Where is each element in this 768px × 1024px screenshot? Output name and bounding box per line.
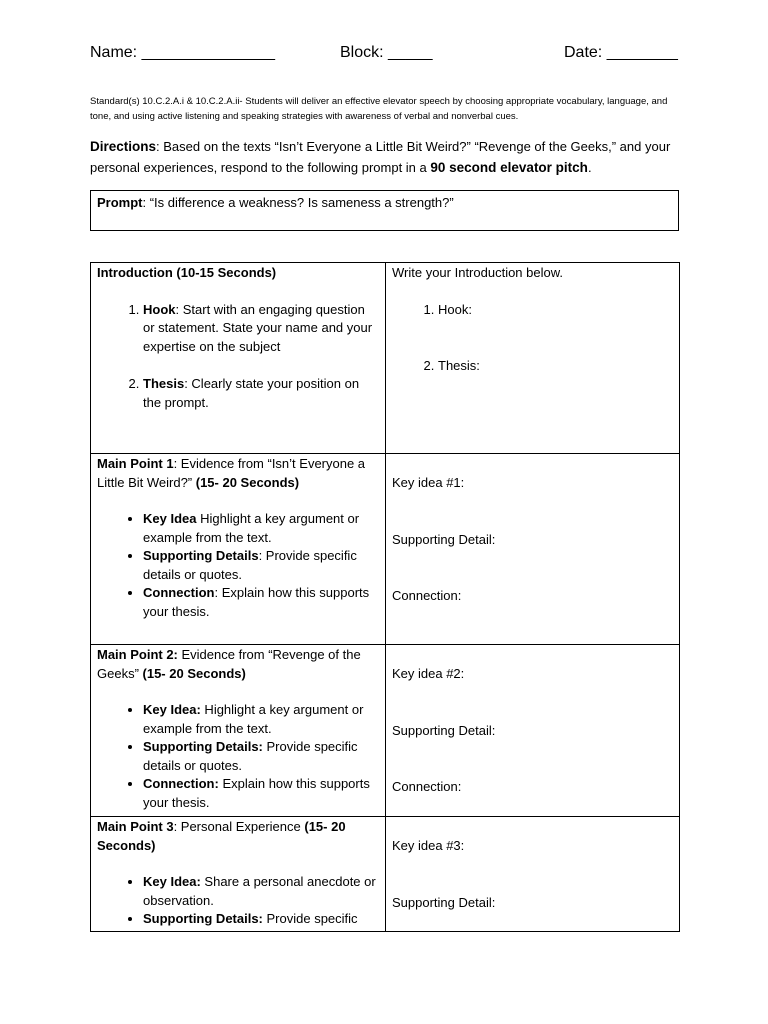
directions-bold: 90 second elevator pitch [430,160,588,175]
main2-response-cell[interactable] [386,645,680,817]
table-row [91,645,680,817]
list-item: • Connection: Explain how this supports your thesis. [143,775,379,812]
directions-text: : Based on the texts “Isn’t Everyone a Little Bit Weird?” “Revenge of the Geeks,” and your personal experiences, respond to the following prompt in a [90,139,671,175]
table-row [91,454,680,645]
directions-label: Directions [90,139,157,154]
main3-title: Main Point 3 [97,819,174,834]
table-row [91,817,680,932]
supporting-detail-2-label: Supporting Detail: [392,722,496,738]
list-item: • Connection: Explain how this supports your thesis. [143,584,379,621]
main3-response-cell[interactable] [386,817,680,932]
list-item: • Key Idea: Share a personal anecdote or observation. [143,873,379,910]
list-item: • Supporting Details: Provide specific details or quotes. [143,547,379,584]
intro-response-heading: Write your Introduction below. [392,265,564,280]
intro-response-cell[interactable] [386,263,680,454]
main1-list [97,510,379,621]
main3-list [97,873,379,929]
connection-1-label: Connection: [392,588,462,603]
table-row [91,263,680,454]
list-item: • Key Idea Highlight a key argument or example from the text. [143,510,379,547]
speech-organizer-table [90,262,680,932]
main2-title: Main Point 2: [97,647,178,662]
list-item: 2. Thesis: Clearly state your position on the prompt. [143,375,379,412]
intro-list [97,301,379,413]
main2-list [97,701,379,812]
date-field: Date: ________ [564,44,678,61]
intro-title: Introduction (10-15 Seconds) [97,265,277,280]
header-fields [90,44,680,66]
main1-title: Main Point 1 [97,456,174,471]
intro-instructions-cell [91,263,386,454]
connection-2-label: Connection: [392,779,462,794]
main1-response-cell[interactable] [386,454,680,645]
list-item: • Supporting Details: Provide specific details or quotes. [143,738,379,775]
supporting-detail-1-label: Supporting Detail: [392,531,496,547]
key-idea-2-label: Key idea #2: [392,666,465,681]
list-item: 1. Hook: Start with an engaging question or statement. State your name and your expertise on the subject [143,301,379,357]
list-item: 2. Thesis: [438,357,673,376]
name-field: Name: _______________ [90,44,276,61]
main1-instructions-cell: Main Point 1: Evidence from “Isn’t Everyone a Little Bit Weird?” (15- 20 Seconds) • Key Idea Highlight a key argument or example from the text. • Supporting Details: Provide specific details or quotes. • Connection: Explain how this supports your thesis. [91,454,386,645]
list-item: • Key Idea: Highlight a key argument or example from the text. [143,701,379,738]
list-item: 1. Hook: [438,301,673,320]
directions-paragraph: Directions: Based on the texts “Isn’t Everyone a Little Bit Weird?” “Revenge of the Geeks,” and your personal experiences, respond to the following prompt in a 90 second elevator pitch. [90,139,671,175]
block-field: Block: _____ [340,44,433,61]
prompt-box [90,190,679,231]
intro-response-list [392,301,673,376]
prompt-label: Prompt [97,195,143,210]
main3-instructions-cell: Main Point 3: Personal Experience (15- 20 Seconds) • Key Idea: Share a personal anecdote or observation. • Supporting Details: Provide specific [91,817,386,932]
prompt-text: : “Is difference a weakness? Is sameness a strength?” [142,195,454,210]
standards-text: Standard(s) 10.C.2.A.i & 10.C.2.A.ii- Students will deliver an effective elevator speech by choosing appropriate vocabulary, language, and tone, and using active listening and speaking strategies with awareness of verbal and nonverbal cues. [90,96,668,122]
main2-instructions-cell: Main Point 2: Evidence from “Revenge of the Geeks” (15- 20 Seconds) • Key Idea: Highlight a key argument or example from the text. • Supporting Details: Provide specific details or quotes. • Connection: Explain how this supports your thesis. [91,645,386,817]
supporting-detail-3-label: Supporting Detail: [392,894,496,910]
key-idea-1-label: Key idea #1: [392,475,465,490]
list-item: • Supporting Details: Provide specific [143,910,379,929]
key-idea-3-label: Key idea #3: [392,838,465,853]
